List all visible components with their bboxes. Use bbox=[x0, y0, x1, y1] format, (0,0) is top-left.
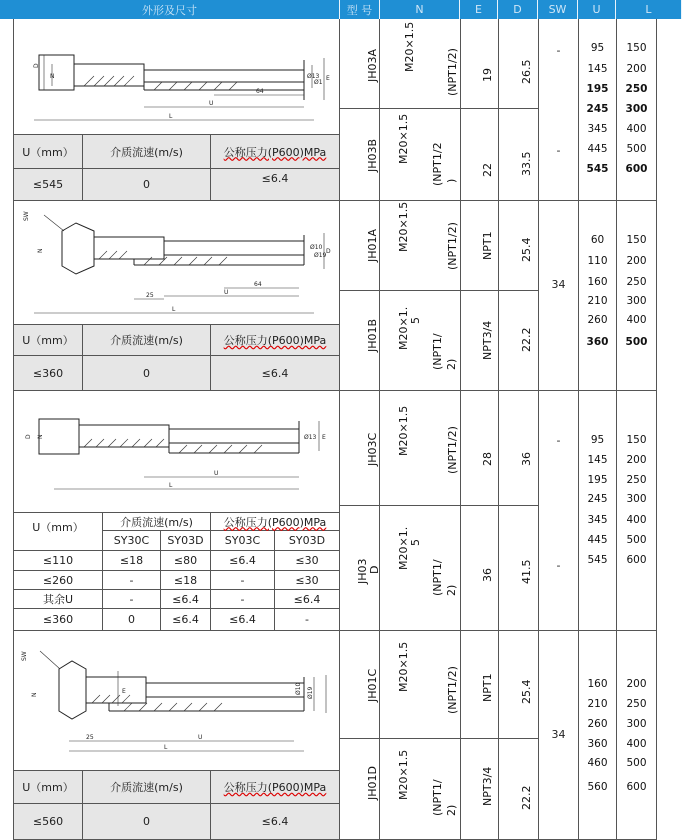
table-cell: ≤6.4 bbox=[172, 613, 199, 626]
dim-10-label: Ø10 bbox=[310, 244, 323, 251]
header-u-label: U bbox=[592, 3, 601, 16]
s1-row-flow bbox=[83, 169, 210, 200]
list-item: 600 bbox=[625, 163, 648, 175]
header-u bbox=[578, 0, 616, 19]
list-item: 110 bbox=[587, 255, 608, 267]
grid-line bbox=[339, 290, 538, 291]
list-item: 95 bbox=[590, 434, 605, 446]
table-cell: ≤110 bbox=[42, 554, 74, 567]
dim-19-label: Ø19 bbox=[314, 252, 327, 259]
n-jh03b-2: (NPT1/2 bbox=[431, 142, 444, 186]
dim-e-label: E bbox=[326, 75, 330, 82]
u-group-2 bbox=[579, 234, 616, 354]
n-jh03d-1: M20×1. bbox=[397, 526, 410, 570]
list-item: 95 bbox=[590, 42, 605, 54]
n-jh01d-3: 2) bbox=[445, 804, 458, 816]
list-item: 145 bbox=[587, 63, 608, 75]
d-jh03b: 33.5 bbox=[520, 151, 533, 176]
grid-line bbox=[460, 19, 461, 840]
model-jh01c: JH01C bbox=[366, 668, 379, 702]
table-cell: - bbox=[305, 613, 309, 626]
s3-head-flow bbox=[103, 513, 210, 530]
list-item: 360 bbox=[586, 336, 609, 348]
list-item: 145 bbox=[587, 454, 608, 466]
s3-r1-c2 bbox=[103, 551, 160, 570]
d-jh03c: 36 bbox=[520, 452, 533, 466]
list-item: 345 bbox=[587, 514, 608, 526]
header-sw bbox=[538, 0, 578, 19]
grid-line bbox=[339, 108, 538, 109]
list-item: 260 bbox=[587, 718, 608, 730]
s1-head-pressure-label: 公称压力(P600)MPa bbox=[223, 145, 327, 159]
dim-13-label: Ø13 bbox=[307, 73, 320, 80]
list-item: 500 bbox=[626, 534, 647, 546]
list-item: 360 bbox=[587, 738, 608, 750]
s1-row-flow-value: 0 bbox=[143, 178, 150, 191]
list-item: 200 bbox=[626, 63, 647, 75]
dim-1-label: Ø1 bbox=[314, 79, 323, 86]
n-jh01c-1: M20×1.5 bbox=[397, 641, 410, 692]
s3-r3-c3 bbox=[161, 590, 210, 608]
model-jh03d: JH03 bbox=[356, 558, 369, 584]
s4-head-pressure bbox=[211, 771, 339, 803]
list-item: 250 bbox=[626, 698, 647, 710]
list-item: 60 bbox=[590, 234, 605, 246]
grid-line bbox=[339, 19, 340, 840]
list-item: 300 bbox=[626, 295, 647, 307]
list-item: 260 bbox=[587, 314, 608, 326]
list-item: 545 bbox=[586, 163, 609, 175]
s3-r1-c5 bbox=[275, 551, 339, 570]
s3-head-pressure-label: 公称压力(P600)MPa bbox=[223, 515, 327, 529]
d-jh01d: 22.2 bbox=[520, 785, 533, 810]
model-jh03c: JH03C bbox=[366, 432, 379, 466]
s3-r3-c4 bbox=[211, 590, 274, 608]
table-cell: ≤30 bbox=[295, 573, 319, 587]
s2-row-flow bbox=[83, 356, 210, 390]
list-item: 245 bbox=[586, 103, 609, 115]
e-jh01a: NPT1 bbox=[481, 231, 494, 260]
list-item: 195 bbox=[586, 83, 609, 95]
table-cell: ≤6.4 bbox=[229, 613, 256, 626]
table-cell: ≤80 bbox=[173, 554, 198, 567]
grid-line bbox=[379, 19, 380, 840]
n-jh03c-2: (NPT1/2) bbox=[446, 426, 459, 474]
s2-row-pressure-value: ≤6.4 bbox=[261, 366, 289, 380]
list-item: 400 bbox=[626, 123, 647, 135]
list-item: 600 bbox=[626, 781, 647, 793]
list-item: 250 bbox=[626, 474, 647, 486]
model-jh01d: JH01D bbox=[366, 766, 379, 800]
d-jh01c: 25.4 bbox=[520, 679, 533, 704]
s4-head-u-label: U（mm） bbox=[22, 781, 74, 794]
list-item: 445 bbox=[587, 534, 608, 546]
header-d bbox=[498, 0, 538, 19]
list-item: 460 bbox=[587, 757, 608, 769]
list-item: 150 bbox=[626, 434, 647, 446]
dim-l-label: L bbox=[169, 482, 173, 489]
n-jh03c-1: M20×1.5 bbox=[397, 405, 410, 456]
dim-l-label: L bbox=[169, 113, 173, 120]
dim-13-label: Ø13 bbox=[304, 434, 317, 441]
dim-sw-label: SW bbox=[23, 211, 30, 221]
sw-jh03a: - bbox=[556, 43, 561, 57]
s3-sub-4 bbox=[275, 531, 339, 550]
dim-d-label: D bbox=[326, 248, 331, 255]
s4-head-pressure-label: 公称压力(P600)MPa bbox=[223, 781, 327, 794]
table-cell: ≤6.4 bbox=[172, 592, 199, 606]
s1-head-flow-label: 介质流速(m/s) bbox=[110, 145, 183, 159]
header-e-label: E bbox=[475, 3, 482, 16]
s3-sub-4-label: SY03D bbox=[288, 534, 326, 547]
dim-n-label: N bbox=[37, 434, 44, 439]
list-item: 160 bbox=[587, 678, 608, 690]
d-jh03d: 41.5 bbox=[520, 559, 533, 584]
dim-l-label: L bbox=[164, 744, 168, 751]
n-jh03a-2: (NPT1/2) bbox=[446, 48, 459, 96]
dim-n-label: N bbox=[31, 692, 38, 697]
drawing-jh01ab bbox=[14, 201, 339, 323]
s1-head-u-label: U（mm） bbox=[22, 145, 74, 159]
s2-head-u bbox=[14, 325, 82, 355]
header-l bbox=[616, 0, 682, 19]
header-e bbox=[460, 0, 498, 19]
n-jh01b-1: M20×1. bbox=[397, 306, 410, 350]
header-shape-label: 外形及尺寸 bbox=[142, 3, 197, 17]
s3-sub-3-label: SY03C bbox=[224, 534, 261, 547]
s3-sub-1 bbox=[103, 531, 160, 550]
dim-e-label: E bbox=[122, 688, 126, 695]
model-jh03b: JH03B bbox=[366, 138, 379, 172]
list-item: 195 bbox=[587, 474, 608, 486]
n-jh01d-2: (NPT1/ bbox=[431, 779, 444, 816]
s2-head-u-label: U（mm） bbox=[22, 334, 74, 347]
e-jh01c: NPT1 bbox=[481, 673, 494, 702]
dim-64-label: 64 bbox=[256, 88, 264, 95]
header-model-label: 型 号 bbox=[346, 3, 373, 17]
dim-n-label: N bbox=[37, 248, 44, 253]
dim-u-label: U bbox=[224, 289, 229, 296]
s2-head-pressure bbox=[211, 325, 339, 355]
table-cell: ≤6.4 bbox=[229, 554, 256, 567]
s2-row-flow-value: 0 bbox=[143, 366, 150, 380]
s3-r2-c2 bbox=[103, 571, 160, 589]
s3-r4-c3 bbox=[161, 609, 210, 630]
sw-jh03c: - bbox=[556, 433, 561, 447]
dim-l-label: L bbox=[172, 306, 176, 313]
dim-64-label: 64 bbox=[254, 281, 262, 288]
s1-row-u-value: ≤545 bbox=[32, 178, 64, 191]
e-jh03a: 19 bbox=[481, 68, 494, 82]
s3-r1-c4 bbox=[211, 551, 274, 570]
list-item: 150 bbox=[626, 234, 647, 246]
e-jh01d: NPT3/4 bbox=[481, 766, 494, 806]
s1-row-pressure-value: ≤6.4 bbox=[261, 172, 289, 185]
s1-row-u bbox=[14, 169, 82, 200]
list-item: 210 bbox=[587, 698, 608, 710]
dim-d-label: D bbox=[33, 63, 40, 68]
list-item: 245 bbox=[587, 493, 608, 505]
table-cell: ≤18 bbox=[119, 554, 144, 567]
s3-r2-c5 bbox=[275, 571, 339, 589]
d-jh03a: 26.5 bbox=[520, 59, 533, 84]
n-jh01d-1: M20×1.5 bbox=[397, 749, 410, 800]
s3-r3-c1 bbox=[14, 590, 102, 608]
sw-jh03d: - bbox=[556, 558, 561, 572]
list-item: 300 bbox=[625, 103, 648, 115]
s3-sub-2 bbox=[161, 531, 210, 550]
s3-sub-2-label: SY03D bbox=[167, 534, 204, 547]
dim-25-label: 25 bbox=[146, 292, 154, 299]
s4-row-flow bbox=[83, 804, 210, 839]
s3-r2-c1 bbox=[14, 571, 102, 589]
e-jh03b: 22 bbox=[481, 163, 494, 177]
l-group-4 bbox=[617, 678, 656, 798]
n-jh03d-1b: 5 bbox=[409, 539, 422, 546]
model-jh01b: JH01B bbox=[366, 318, 379, 352]
list-item: 200 bbox=[626, 255, 647, 267]
model-jh03d-2: D bbox=[368, 565, 381, 574]
n-jh01c-2: (NPT1/2) bbox=[446, 666, 459, 714]
n-jh01b-3: 2) bbox=[445, 358, 458, 370]
table-cell: ≤260 bbox=[42, 573, 74, 587]
dim-sw-label: SW bbox=[21, 651, 28, 661]
s1-head-flow bbox=[83, 135, 210, 168]
dim-u-label: U bbox=[214, 470, 219, 477]
header-sw-label: SW bbox=[548, 3, 567, 16]
header-d-label: D bbox=[513, 3, 522, 16]
s3-sub-1-label: SY30C bbox=[113, 534, 150, 547]
list-item: 345 bbox=[587, 123, 608, 135]
s4-head-flow bbox=[83, 771, 210, 803]
s4-head-u bbox=[14, 771, 82, 803]
list-item: 200 bbox=[626, 678, 647, 690]
s3-r2-c3 bbox=[161, 571, 210, 589]
s4-row-pressure-value: ≤6.4 bbox=[261, 815, 289, 828]
list-item: 210 bbox=[587, 295, 608, 307]
s2-row-u bbox=[14, 356, 82, 390]
list-item: 545 bbox=[587, 554, 608, 566]
header-l-label: L bbox=[645, 3, 652, 16]
s2-row-pressure bbox=[211, 356, 339, 390]
table-cell: - bbox=[129, 573, 134, 587]
s2-head-pressure-label: 公称压力(P600)MPa bbox=[223, 334, 327, 347]
s3-r2-c4 bbox=[211, 571, 274, 589]
s3-r3-c2 bbox=[103, 590, 160, 608]
grid-line bbox=[656, 19, 657, 840]
list-item: 500 bbox=[626, 143, 647, 155]
list-item: 300 bbox=[626, 718, 647, 730]
list-item: 150 bbox=[626, 42, 647, 54]
sw-jh01cd: 34 bbox=[551, 727, 566, 741]
table-cell: - bbox=[129, 592, 134, 606]
s4-row-u-value: ≤560 bbox=[32, 815, 64, 828]
n-jh01b-2: (NPT1/ bbox=[431, 333, 444, 370]
table-cell: ≤18 bbox=[173, 573, 198, 587]
e-jh03d: 36 bbox=[481, 568, 494, 582]
s3-r4-c2 bbox=[103, 609, 160, 630]
s3-head-u-label: U（mm） bbox=[32, 521, 84, 534]
s3-sub-3 bbox=[211, 531, 274, 550]
s2-head-flow bbox=[83, 325, 210, 355]
s3-r3-c5 bbox=[275, 590, 339, 608]
list-item: 400 bbox=[626, 738, 647, 750]
n-jh03d-3: 2) bbox=[445, 584, 458, 596]
list-item: 500 bbox=[626, 757, 647, 769]
u-group-1 bbox=[579, 40, 616, 180]
e-jh01b: NPT3/4 bbox=[481, 320, 494, 360]
s3-head-pressure bbox=[211, 513, 339, 530]
grid-line bbox=[339, 738, 538, 739]
list-item: 400 bbox=[626, 314, 647, 326]
list-item: 600 bbox=[626, 554, 647, 566]
list-item: 445 bbox=[587, 143, 608, 155]
s1-head-pressure bbox=[211, 135, 339, 168]
list-item: 200 bbox=[626, 454, 647, 466]
dim-u-label: U bbox=[198, 734, 203, 741]
table-cell: ≤30 bbox=[295, 554, 319, 567]
d-jh01a: 25.4 bbox=[520, 237, 533, 262]
s2-head-flow-label: 介质流速(m/s) bbox=[110, 334, 183, 347]
dim-u-label: U bbox=[209, 100, 214, 107]
s1-head-u bbox=[14, 135, 82, 168]
l-group-2 bbox=[617, 234, 656, 354]
s4-row-flow-value: 0 bbox=[143, 815, 150, 828]
dim-e-label: E bbox=[322, 434, 326, 441]
table-cell: ≤360 bbox=[42, 613, 74, 626]
s3-head-flow-label: 介质流速(m/s) bbox=[120, 515, 193, 529]
list-item: 500 bbox=[625, 336, 648, 348]
n-jh01b-1b: 5 bbox=[409, 317, 422, 324]
list-item: 250 bbox=[626, 276, 647, 288]
u-group-4 bbox=[579, 678, 616, 798]
n-jh01a-1: M20×1.5 bbox=[397, 201, 410, 252]
n-jh03d-2: (NPT1/ bbox=[431, 559, 444, 596]
e-jh03c: 28 bbox=[481, 452, 494, 466]
s3-r1-c3 bbox=[161, 551, 210, 570]
s3-r4-c4 bbox=[211, 609, 274, 630]
table-cell: 0 bbox=[128, 613, 135, 626]
s4-row-pressure bbox=[211, 804, 339, 839]
header-n-label: N bbox=[415, 3, 424, 16]
list-item: 160 bbox=[587, 276, 608, 288]
s3-r4-c5 bbox=[275, 609, 339, 630]
l-group-1 bbox=[617, 40, 656, 180]
header-shape bbox=[0, 0, 340, 19]
s3-r4-c1 bbox=[14, 609, 102, 630]
list-item: 560 bbox=[587, 781, 608, 793]
dim-d-label: D bbox=[25, 434, 32, 439]
table-cell: - bbox=[240, 573, 245, 587]
n-jh03b-3: ) bbox=[445, 178, 458, 183]
list-item: 400 bbox=[626, 514, 647, 526]
n-jh01a-2: (NPT1/2) bbox=[446, 222, 459, 270]
list-item: 300 bbox=[626, 493, 647, 505]
s1-row-pressure bbox=[211, 169, 339, 200]
s4-head-flow-label: 介质流速(m/s) bbox=[110, 781, 183, 794]
n-jh03a-1: M20×1.5 bbox=[403, 21, 416, 72]
grid-line bbox=[339, 505, 538, 506]
drawing-jh01cd bbox=[14, 631, 339, 753]
u-group-3 bbox=[579, 432, 616, 572]
s4-row-u bbox=[14, 804, 82, 839]
list-item: 250 bbox=[625, 83, 648, 95]
header-n bbox=[380, 0, 460, 19]
table-cell: 其余U bbox=[42, 593, 74, 606]
table-cell: - bbox=[240, 592, 245, 606]
grid-line bbox=[498, 19, 499, 840]
table-cell: ≤6.4 bbox=[293, 592, 321, 606]
n-jh03b-1: M20×1.5 bbox=[397, 113, 410, 164]
dim-10-label: Ø10 bbox=[295, 682, 302, 695]
dim-19-label: Ø19 bbox=[307, 686, 314, 699]
sw-jh03b: - bbox=[556, 143, 561, 157]
model-jh03a: JH03A bbox=[366, 48, 379, 82]
s2-row-u-value: ≤360 bbox=[32, 366, 64, 380]
d-jh01b: 22.2 bbox=[520, 327, 533, 352]
model-jh01a: JH01A bbox=[366, 228, 379, 262]
drawing-jh03ab bbox=[14, 20, 339, 132]
header-model bbox=[340, 0, 380, 19]
sw-jh01ab: 34 bbox=[551, 277, 566, 291]
dim-25-label: 25 bbox=[86, 734, 94, 741]
s3-r1-c1 bbox=[14, 551, 102, 570]
drawing-jh03cd bbox=[14, 391, 339, 511]
s3-head-u bbox=[14, 513, 102, 550]
dim-n-label: N bbox=[50, 73, 55, 80]
l-group-3 bbox=[617, 432, 656, 572]
